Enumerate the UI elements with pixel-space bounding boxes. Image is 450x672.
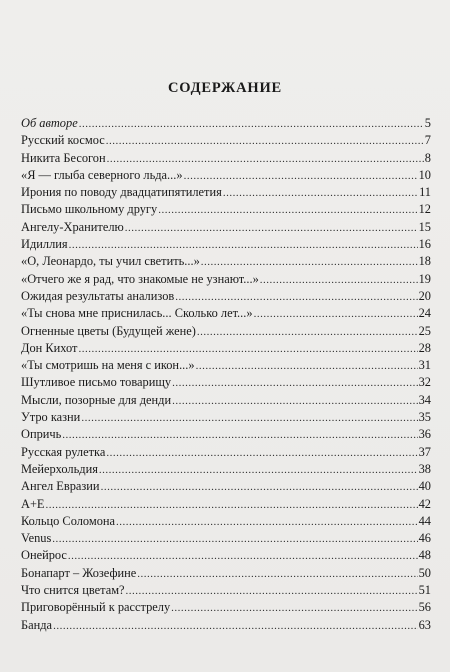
toc-entry-title: «Я — глыба северного льда...» bbox=[21, 167, 183, 182]
toc-entry-title: Утро казни bbox=[21, 410, 81, 425]
toc-entry-page-number: 24 bbox=[418, 306, 431, 321]
toc-entry bbox=[21, 305, 431, 322]
dot-leader bbox=[69, 237, 418, 254]
toc-entry bbox=[21, 253, 431, 270]
dot-leader bbox=[101, 479, 418, 496]
dot-leader bbox=[53, 618, 418, 635]
toc-entry-title: Дон Кихот bbox=[21, 340, 78, 355]
toc-entry bbox=[21, 426, 431, 443]
toc-entry bbox=[21, 288, 431, 305]
toc-entry-title: Шутливое письмо товарищу bbox=[21, 375, 172, 390]
dot-leader bbox=[68, 548, 418, 565]
toc-entry-title: Письмо школьному другу bbox=[21, 202, 158, 217]
toc-entry-page-number: 8 bbox=[424, 150, 431, 165]
dot-leader bbox=[106, 133, 424, 150]
toc-entry-page-number: 51 bbox=[418, 583, 431, 598]
dot-leader bbox=[196, 358, 418, 375]
toc-entry bbox=[21, 115, 431, 132]
toc-entry-title: Русская рулетка bbox=[21, 444, 106, 459]
toc-entry bbox=[21, 271, 431, 288]
toc-entry-page-number: 11 bbox=[419, 185, 431, 200]
toc-entry-page-number: 32 bbox=[418, 375, 431, 390]
toc-entry bbox=[21, 219, 431, 236]
toc-entry-title: Ангелу-Хранителю bbox=[21, 219, 124, 234]
toc-entry-page-number: 42 bbox=[418, 496, 431, 511]
toc-entry-title: «Отчего же я рад, что знакомые не узнают...» bbox=[21, 271, 259, 286]
toc-entry-page-number: 46 bbox=[418, 531, 431, 546]
toc-entry bbox=[21, 582, 431, 599]
toc-entry-title: Банда bbox=[21, 617, 53, 632]
dot-leader bbox=[125, 220, 418, 237]
dot-leader bbox=[137, 566, 417, 583]
toc-entry-title: Ангел Евразии bbox=[21, 479, 100, 494]
toc-entry-title: Мысли, позорные для денди bbox=[21, 392, 172, 407]
dot-leader bbox=[78, 341, 417, 358]
toc-entry bbox=[21, 184, 431, 201]
toc-entry bbox=[21, 599, 431, 616]
toc-entry-page-number: 31 bbox=[418, 358, 431, 373]
toc-entry-page-number: 38 bbox=[418, 461, 431, 476]
toc-entry-page-number: 7 bbox=[424, 133, 431, 148]
toc-entry-title: А+Е bbox=[21, 496, 45, 511]
toc-entry-page-number: 44 bbox=[418, 513, 431, 528]
dot-leader bbox=[79, 116, 424, 133]
toc-entry-page-number: 12 bbox=[418, 202, 431, 217]
toc-entry bbox=[21, 617, 431, 634]
toc-entry bbox=[21, 530, 431, 547]
toc-entry bbox=[21, 392, 431, 409]
toc-entry-title: «Ты снова мне приснилась... Сколько лет...» bbox=[21, 306, 253, 321]
dot-leader bbox=[126, 583, 418, 600]
toc-entry bbox=[21, 201, 431, 218]
toc-entry-title: Идиллия bbox=[21, 237, 68, 252]
toc-entry-title: Русский космос bbox=[21, 133, 105, 148]
page-title: СОДЕРЖАНИЕ bbox=[167, 80, 283, 96]
toc-entry bbox=[21, 132, 431, 149]
toc-entry-page-number: 50 bbox=[418, 565, 431, 580]
dot-leader bbox=[223, 185, 418, 202]
toc-entry bbox=[21, 565, 431, 582]
dot-leader bbox=[46, 497, 418, 514]
toc-entry-page-number: 56 bbox=[418, 600, 431, 615]
toc-entry bbox=[21, 357, 431, 374]
toc-entry-page-number: 18 bbox=[418, 254, 431, 269]
dot-leader bbox=[260, 272, 418, 289]
toc-entry-title: «Ты смотришь на меня с икон...» bbox=[21, 358, 195, 373]
dot-leader bbox=[81, 410, 417, 427]
toc-entry bbox=[21, 547, 431, 564]
toc-entry-title: Приговорённый к расстрелу bbox=[21, 600, 171, 615]
toc-entry-page-number: 34 bbox=[418, 392, 431, 407]
dot-leader bbox=[107, 151, 424, 168]
toc-entry bbox=[21, 150, 431, 167]
toc-entry-page-number: 37 bbox=[418, 444, 431, 459]
toc-entry bbox=[21, 236, 431, 253]
dot-leader bbox=[172, 393, 418, 410]
toc-entry bbox=[21, 478, 431, 495]
dot-leader bbox=[106, 445, 417, 462]
toc-entry-page-number: 5 bbox=[424, 116, 431, 130]
toc-entry-title: Бонапарт – Жозефине bbox=[21, 565, 137, 580]
toc-entry-title: Мейерхольдия bbox=[21, 461, 98, 476]
toc-entry-page-number: 20 bbox=[418, 288, 431, 303]
toc-entry-title: Никита Бесогон bbox=[21, 150, 106, 165]
dot-leader bbox=[184, 168, 418, 185]
toc-entry bbox=[21, 167, 431, 184]
toc-entry bbox=[21, 444, 431, 461]
toc-entry-page-number: 40 bbox=[418, 479, 431, 494]
toc-entry-page-number: 63 bbox=[418, 617, 431, 632]
toc-entry bbox=[21, 340, 431, 357]
dot-leader bbox=[171, 600, 417, 617]
toc-entry bbox=[21, 409, 431, 426]
toc-entry-page-number: 25 bbox=[418, 323, 431, 338]
dot-leader bbox=[172, 375, 418, 392]
dot-leader bbox=[52, 531, 417, 548]
toc-entry-title: Venus bbox=[21, 531, 52, 546]
toc-entry-title: Огненные цветы (Будущей жене) bbox=[21, 323, 196, 338]
dot-leader bbox=[158, 202, 417, 219]
dot-leader bbox=[62, 427, 417, 444]
toc-entry-page-number: 35 bbox=[418, 410, 431, 425]
dot-leader bbox=[254, 306, 418, 323]
toc-entry-title: «О, Леонардо, ты учил светить...» bbox=[21, 254, 200, 269]
toc-entry-page-number: 19 bbox=[418, 271, 431, 286]
table-of-contents bbox=[21, 115, 431, 634]
toc-entry-title: Онейрос bbox=[21, 548, 67, 563]
toc-entry-page-number: 16 bbox=[418, 237, 431, 252]
toc-entry-title: Опричь bbox=[21, 427, 62, 442]
toc-entry bbox=[21, 323, 431, 340]
toc-entry-title: Кольцо Соломона bbox=[21, 513, 116, 528]
toc-entry-page-number: 36 bbox=[418, 427, 431, 442]
dot-leader bbox=[116, 514, 418, 531]
toc-entry-page-number: 48 bbox=[418, 548, 431, 563]
dot-leader bbox=[99, 462, 418, 479]
toc-entry-page-number: 10 bbox=[418, 167, 431, 182]
toc-entry-title: Об авторе bbox=[21, 116, 78, 130]
toc-entry-page-number: 28 bbox=[418, 340, 431, 355]
toc-entry bbox=[21, 374, 431, 391]
dot-leader bbox=[175, 289, 417, 306]
dot-leader bbox=[197, 324, 418, 341]
toc-entry bbox=[21, 513, 431, 530]
toc-entry bbox=[21, 496, 431, 513]
toc-entry-title: Ирония по поводу двадцатипятилетия bbox=[21, 185, 222, 200]
dot-leader bbox=[201, 254, 418, 271]
toc-entry-title: Что снится цветам? bbox=[21, 583, 125, 598]
toc-entry-page-number: 15 bbox=[418, 219, 431, 234]
toc-entry-title: Ожидая результаты анализов bbox=[21, 288, 175, 303]
toc-entry bbox=[21, 461, 431, 478]
